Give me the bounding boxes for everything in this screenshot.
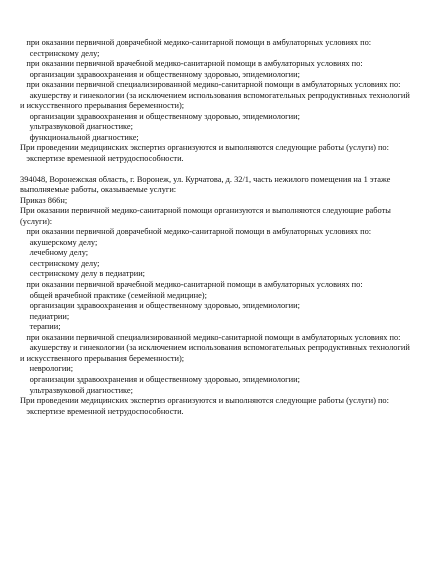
text-line: общей врачебной практике (семейной медицине); — [29, 290, 207, 300]
text-line: ультразвуковой диагностике; — [29, 122, 133, 132]
text-line: при оказании первичной врачебной медико-санитарной помощи в амбулаторных условиях по: — [26, 280, 363, 290]
text-line: сестринскому делу; — [29, 258, 100, 268]
text-line: неврологии; — [29, 364, 74, 374]
text-line: выполняемые работы, оказываемые услуги: — [20, 185, 177, 195]
text-line: при оказании первичной доврачебной медико-санитарной помощи в амбулаторных условиях по: — [26, 38, 372, 47]
text-line: организации здравоохранения и общественному здоровью, эпидемиологии; — [29, 301, 300, 311]
text-line: ультразвуковой диагностике; — [29, 385, 133, 395]
text-line: сестринскому делу; — [29, 48, 100, 58]
text-line: организации здравоохранения и общественному здоровью, эпидемиологии; — [29, 374, 300, 384]
text-line: организации здравоохранения и общественному здоровью, эпидемиологии; — [29, 69, 300, 79]
text-line: экспертизе временной нетрудоспособности. — [26, 154, 184, 164]
text-line: Приказ 866н; — [20, 195, 68, 205]
text-line: акушерству и гинекологии (за исключением использования вспомогательных репродуктивных технологий и искусственного прерывания беременности); — [20, 90, 410, 111]
text-line: сестринскому делу в педиатрии; — [29, 269, 145, 279]
text-line: педиатрии; — [29, 311, 70, 321]
text-line: при оказании первичной доврачебной медико-санитарной помощи в амбулаторных условиях по: — [26, 227, 372, 237]
text-line: акушерскому делу; — [29, 237, 98, 247]
text-line: экспертизе временной нетрудоспособности. — [26, 406, 184, 416]
text-line: функциональной диагностике; — [29, 132, 139, 142]
text-line: лечебному делу; — [29, 248, 89, 258]
text-line: акушерству и гинекологии (за исключением использования вспомогательных репродуктивных технологий и искусственного прерывания беременности); — [20, 343, 410, 363]
text-line: при оказании первичной врачебной медико-санитарной помощи в амбулаторных условиях по: — [26, 59, 363, 69]
text-line: При оказании первичной медико-санитарной помощи организуются и выполняются следующие работы (услуги): — [20, 206, 391, 226]
text-line: При проведении медицинских экспертиз организуются и выполняются следующие работы (услуги) по: — [20, 143, 389, 153]
text-line: 394048, Воронежская область, г. Воронеж, ул. Курчатова, д. 32/1, часть нежилого помещения на 1 этаже — [20, 174, 391, 184]
text-line: при оказании первичной специализированной медико-санитарной помощи в амбулаторных условиях по: — [26, 332, 401, 342]
text-line: При проведении медицинских экспертиз организуются и выполняются следующие работы (услуги) по: — [20, 396, 389, 406]
text-line: терапии; — [29, 322, 61, 332]
block-spacer — [20, 165, 410, 175]
license-block-2 — [20, 175, 410, 418]
text-line: организации здравоохранения и общественному здоровью, эпидемиологии; — [29, 111, 300, 121]
license-block-1 — [20, 38, 410, 165]
text-line: при оказании первичной специализированной медико-санитарной помощи в амбулаторных условиях по: — [26, 80, 401, 90]
